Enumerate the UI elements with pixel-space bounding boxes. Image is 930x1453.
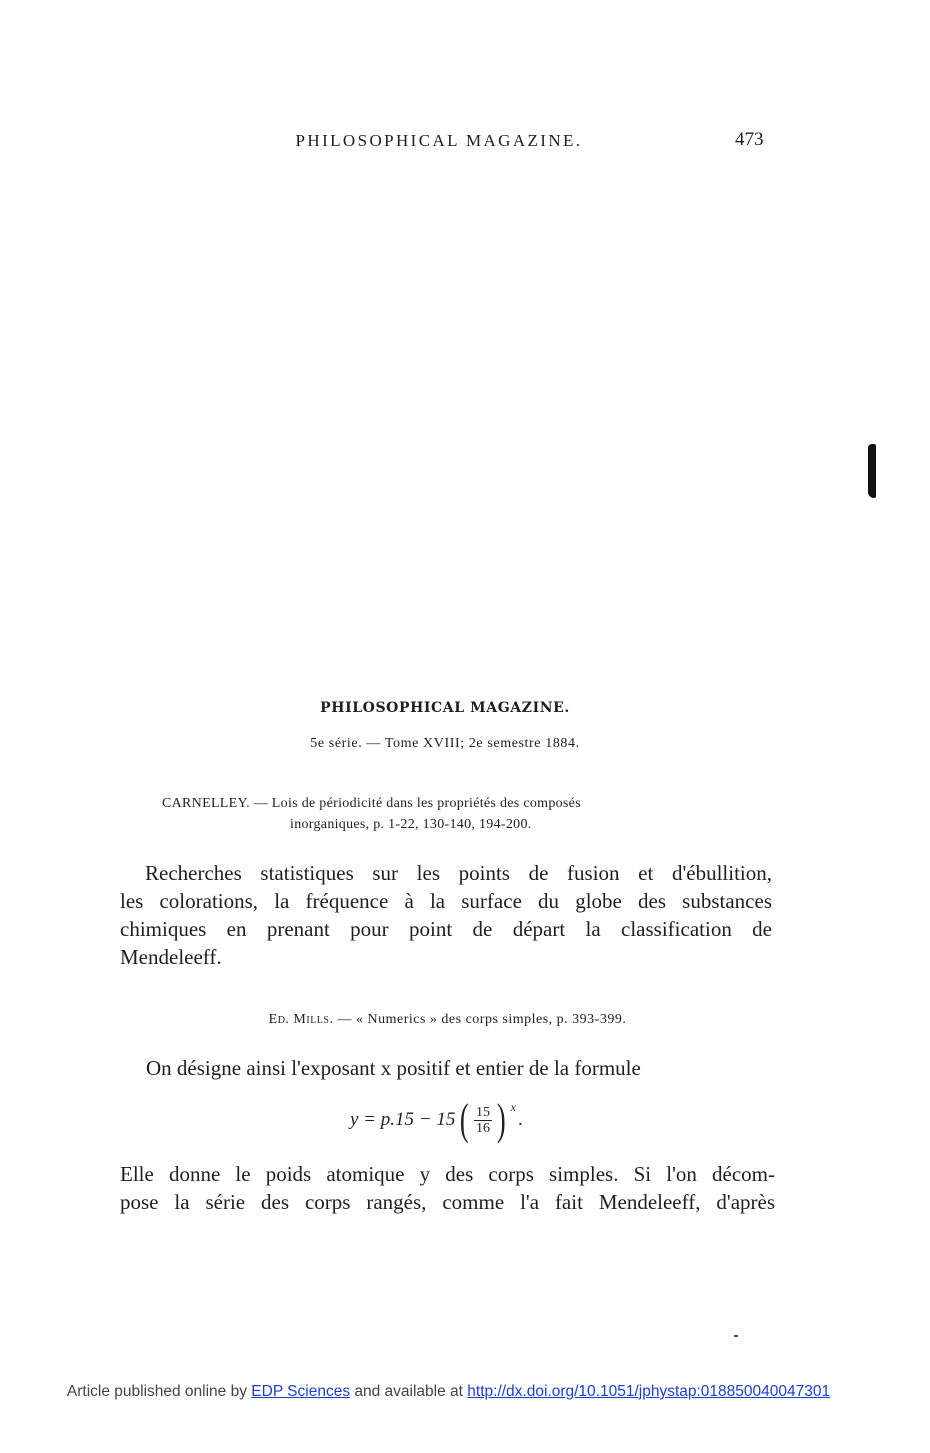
citation-author: Ed. Mills. <box>268 1012 334 1027</box>
formula <box>350 1095 523 1144</box>
fraction-numerator: 15 <box>475 1104 490 1120</box>
citation-title: — « Numerics » des corps simples, p. 393-399. <box>333 1012 627 1027</box>
publication-footer <box>0 1383 897 1401</box>
continuation-paragraph <box>120 1160 775 1216</box>
citation-carnelley <box>162 793 762 835</box>
running-title: PHILOSOPHICAL MAGAZINE. <box>295 131 583 150</box>
paragraph-line: les colorations, la fréquence à la surface du globe des substances <box>120 889 772 913</box>
scan-speck <box>734 1335 738 1337</box>
summary-paragraph <box>120 859 772 971</box>
scan-edge-mark <box>868 444 876 498</box>
footer-middle: and available at <box>350 1383 468 1400</box>
intro-paragraph: On désigne ainsi l'exposant x positif et entier de la formule <box>146 1056 641 1080</box>
page-number: 473 <box>735 129 764 150</box>
citation-line: inorganiques, p. 1-22, 130-140, 194-200. <box>290 817 532 832</box>
paragraph-line: Mendeleeff. <box>120 945 222 969</box>
section-subtitle: 5e série. — Tome XVIII; 2e semestre 1884. <box>310 736 580 751</box>
fraction-denominator: 16 <box>475 1120 490 1136</box>
doi-link[interactable]: http://dx.doi.org/10.1051/jphystap:018850040047301 <box>467 1383 831 1400</box>
formula-lhs: y = p.15 − 15 <box>350 1109 456 1130</box>
section-title: PHILOSOPHICAL MAGAZINE. <box>320 700 570 716</box>
citation-line: CARNELLEY. — Lois de périodicité dans les propriétés des composés <box>162 796 581 811</box>
fraction <box>474 1105 492 1136</box>
citation-mills <box>0 1012 895 1028</box>
paragraph-line: Elle donne le poids atomique y des corps simples. Si l'on décom- <box>120 1162 775 1186</box>
left-paren: ( <box>460 1095 470 1144</box>
formula-period: . <box>517 1109 523 1130</box>
paragraph-line: pose la série des corps rangés, comme l'a fait Mendeleeff, d'après <box>120 1190 775 1214</box>
footer-prefix: Article published online by <box>66 1383 252 1400</box>
paragraph-line: chimiques en prenant pour point de départ la classification de <box>120 917 772 941</box>
publisher-link[interactable]: EDP Sciences <box>251 1383 351 1400</box>
paragraph-line: Recherches statistiques sur les points de fusion et d'ébullition, <box>145 861 772 885</box>
formula-exponent: x <box>510 1100 516 1114</box>
right-paren: ) <box>496 1095 506 1144</box>
